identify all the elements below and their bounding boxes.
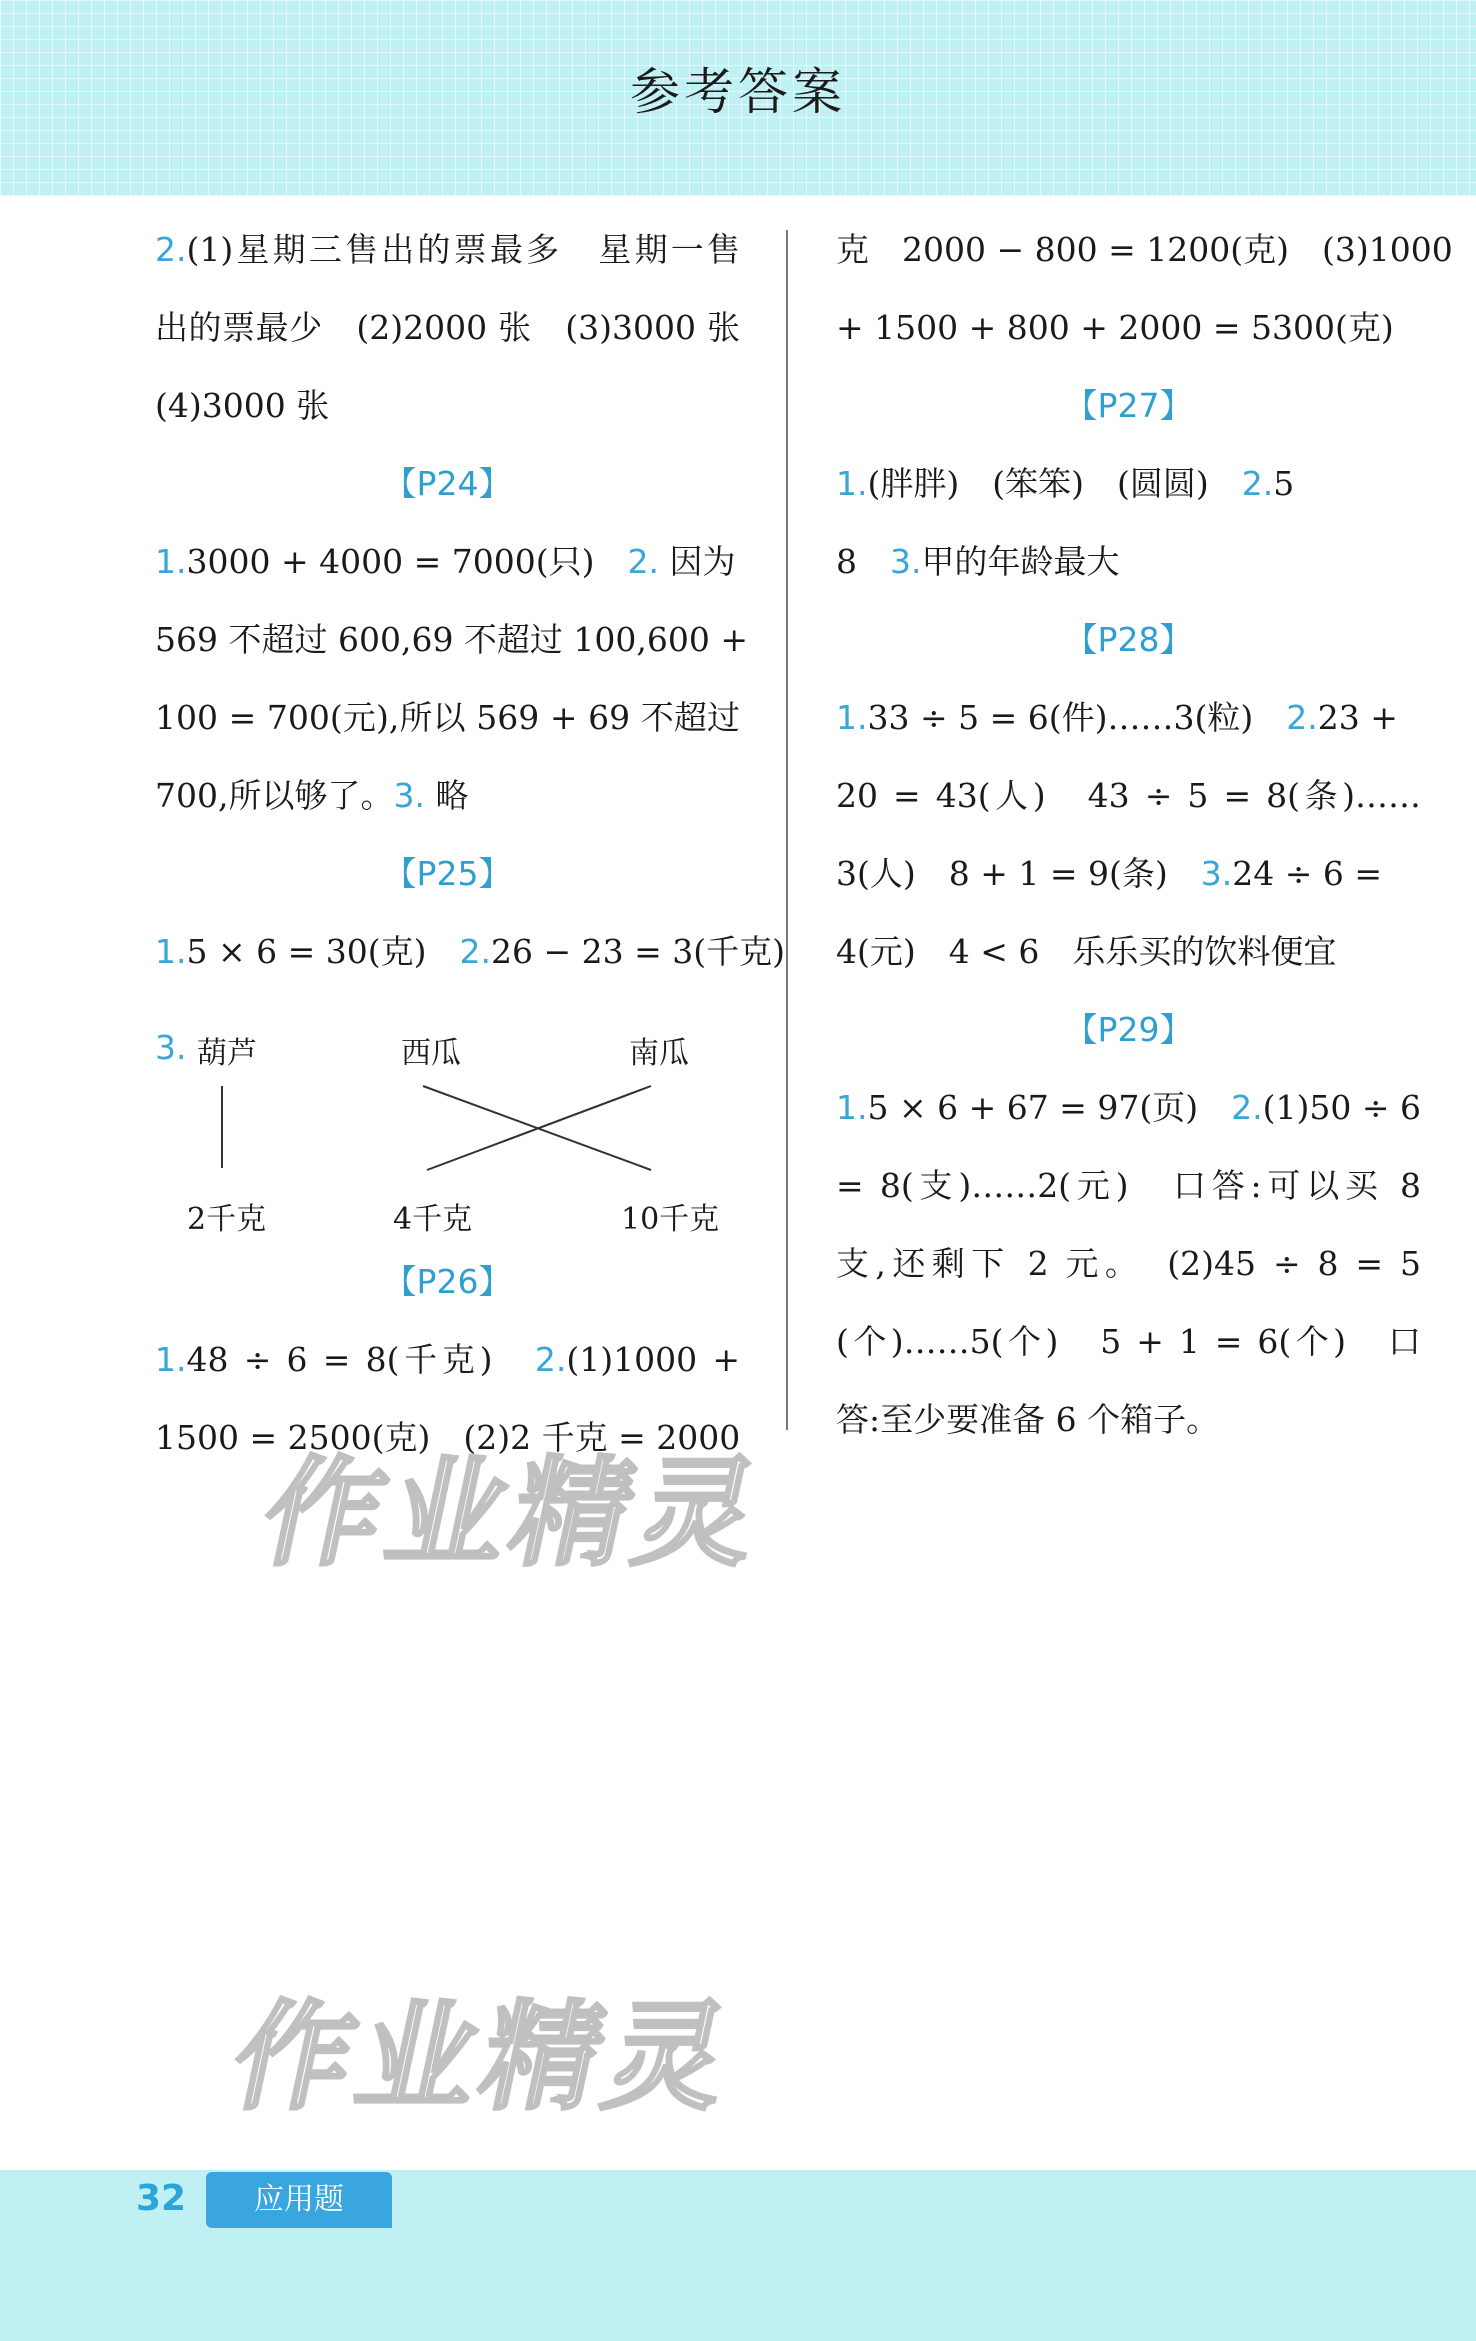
section-title-p27: 【P27】	[1064, 386, 1193, 425]
answer-line: + 1500 + 800 + 2000 = 5300(克)	[836, 308, 1394, 347]
section-title-p26: 【P26】	[383, 1262, 512, 1301]
section-title-p28: 【P28】	[1064, 620, 1193, 659]
answer-line: 1.3000 + 4000 = 7000(只) 2. 因为	[155, 542, 736, 581]
answer-line: 569 不超过 600,69 不超过 100,600 +	[155, 620, 749, 659]
answer-line: 2.(1)星期三售出的票最多 星期一售	[155, 230, 740, 269]
answer-line: (个)……5(个) 5 + 1 = 6(个) 口	[836, 1322, 1421, 1361]
answer-line: 答:至少要准备 6 个箱子。	[836, 1400, 1220, 1439]
answer-line: 出的票最少 (2)2000 张 (3)3000 张	[155, 308, 740, 347]
page-title: 参考答案	[630, 63, 846, 121]
match-bottom-label: 4千克	[393, 1202, 473, 1237]
question-number: 3.	[155, 1028, 187, 1067]
answer-line: (4)3000 张	[155, 386, 330, 425]
section-title-p25: 【P25】	[383, 854, 512, 893]
right-column	[836, 218, 1453, 1466]
answer-line: 700,所以够了。3. 略	[155, 776, 469, 815]
answer-line: 1.(胖胖) (笨笨) (圆圆) 2.5	[836, 464, 1295, 503]
match-top-label: 葫芦	[197, 1036, 257, 1071]
answer-line: 支,还剩下 2 元。 (2)45 ÷ 8 = 5	[836, 1244, 1421, 1283]
left-column	[155, 218, 785, 1484]
answer-line: 1.48 ÷ 6 = 8(千克) 2.(1)1000 +	[155, 1340, 740, 1379]
answer-line: 1.5 × 6 + 67 = 97(页) 2.(1)50 ÷ 6	[836, 1088, 1421, 1127]
section-title-p24: 【P24】	[383, 464, 512, 503]
answer-line: = 8(支)……2(元) 口答:可以买 8	[836, 1166, 1421, 1205]
header-band	[0, 0, 1476, 196]
watermark: 作业精灵	[251, 1444, 777, 1582]
match-top-label: 南瓜	[629, 1036, 689, 1071]
matching-diagram	[155, 998, 740, 1250]
column-divider	[786, 230, 788, 1430]
answer-line: 100 = 700(元),所以 569 + 69 不超过	[155, 698, 740, 737]
match-top-label: 西瓜	[401, 1036, 461, 1071]
page-number: 32	[136, 2178, 187, 2219]
answer-line: 3(人) 8 + 1 = 9(条) 3.24 ÷ 6 =	[836, 854, 1383, 893]
answer-line: 8 3.甲的年龄最大	[836, 542, 1120, 581]
answer-line: 克 2000 − 800 = 1200(克) (3)1000	[836, 230, 1453, 269]
watermark: 作业精灵	[221, 1988, 747, 2126]
answer-line: 1.5 × 6 = 30(克) 2.26 − 23 = 3(千克)	[155, 932, 785, 971]
answer-line: 1.33 ÷ 5 = 6(件)……3(粒) 2.23 +	[836, 698, 1398, 737]
section-title-p29: 【P29】	[1064, 1010, 1193, 1049]
match-bottom-label: 10千克	[621, 1202, 720, 1237]
answer-line: 20 = 43(人) 43 ÷ 5 = 8(条)……	[836, 776, 1421, 815]
answer-line: 4(元) 4 < 6 乐乐买的饮料便宜	[836, 932, 1337, 971]
section-tag: 应用题	[206, 2172, 392, 2228]
answer-line: 1500 = 2500(克) (2)2 千克 = 2000	[155, 1418, 741, 1457]
match-bottom-label: 2千克	[187, 1202, 267, 1237]
